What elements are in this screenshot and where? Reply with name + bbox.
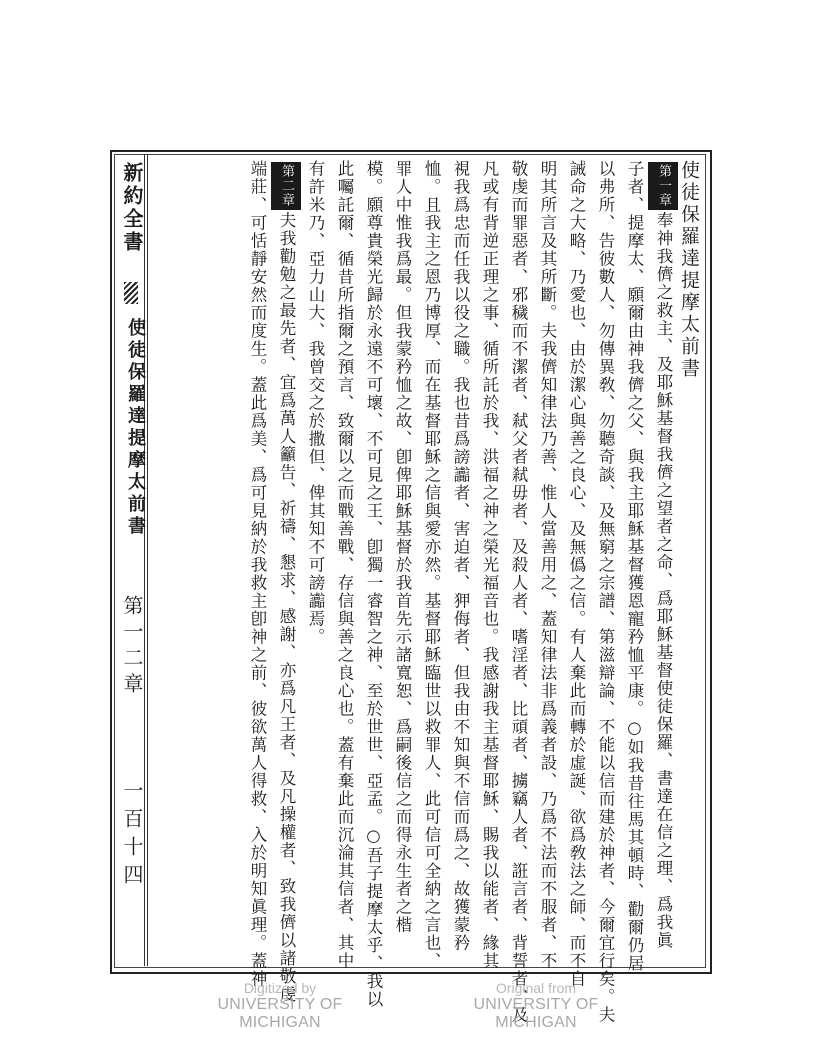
watermark-small-text: Original from — [495, 980, 577, 996]
watermark-institution: UNIVERSITY OF MICHIGAN — [217, 996, 343, 1031]
text-column: 以弗所、告彼數人、勿傳異敎、勿聽奇談、及無窮之宗譜、第滋辯論、不能以信而建於神者、今爾宜行矣。夫 — [596, 160, 615, 1024]
watermark-institution: UNIVERSITY OF MICHIGAN — [473, 996, 599, 1031]
text-column: 恤。且我主之恩乃博厚、而在基督耶穌之信與愛亦然。基督耶穌臨世以救罪人、此可信可全納之言也、 — [422, 160, 441, 970]
text-column: 視我爲忠而任我以役之職。我也昔爲謗讟者、害迫者、狎侮者、但我由不知與不信而爲之、故獲蒙矜 — [451, 160, 470, 952]
watermark-small-text: Digitized by — [243, 980, 317, 996]
margin-page-number: 一百十四 — [120, 780, 144, 892]
text-column: 罪人中惟我爲最。但我蒙矜恤之故、卽俾耶穌基督於我首先示諸寬恕、爲嗣後信之而得永生者之楷 — [393, 160, 412, 934]
text-column: 凡或有背逆正理之事、循所託於我、洪福之神之榮光福音也。我感謝我主基督耶穌、賜我以能者、緣其 — [480, 160, 499, 970]
text-column: 明其所言及其所斷。夫我儕知律法乃善、惟人當善用之、蓋知律法非爲義者設、乃爲不法而不服者、不 — [538, 160, 557, 970]
text-column: 端莊、可恬靜安然而度生。蓋此爲美、爲可見納於我救主卽神之前、彼欲萬人得救、入於明知眞理。蓋神 — [248, 160, 267, 988]
text-column: 誡命之大略、乃愛也、由於潔心與善之良心、及無僞之信。有人棄此而轉於虛誕、欲爲敎法之師、而不自 — [567, 160, 586, 988]
fishtail-mark — [124, 282, 138, 304]
chapter-marker: 第二章 — [271, 162, 301, 210]
margin-chapter: 第一二章 — [120, 595, 144, 699]
page-title: 使徒保羅達提摩太前書 — [678, 160, 700, 380]
column-text: 奉神我儕之救主、及耶穌基督我儕之望者之命、爲耶穌基督使徒保羅、書達在信之理、爲我眞 — [654, 211, 673, 950]
text-column: 模。願尊貴榮光歸於永遠不可壞、不可見之王、卽獨一睿智之神、至於世世、亞孟。○吾子提摩太乎、我以 — [364, 160, 383, 1009]
margin-divider-inner — [147, 154, 148, 966]
text-column: 有許米乃、亞力山大、我曾交之於撒但、俾其知不可謗讟焉。 — [306, 160, 325, 646]
chapter-marker: 第一章 — [648, 162, 678, 210]
margin-book-title: 新約全書 — [120, 162, 144, 254]
original-from-watermark — [436, 980, 636, 1032]
text-column: 子者、提摩太、願爾由神我儕之父、與我主耶穌基督獲恩寵矜恤平康。○如我昔往馬其頓時、勸爾仍居 — [625, 160, 644, 973]
text-column: 此囑託爾、循昔所指爾之預言、致爾以之而戰善戰、存信與善之良心也。蓋有棄此而沉淪其信者、其中 — [335, 160, 354, 970]
column-text: 夫我勸勉之最先者、宜爲萬人籲告、祈禱、懇求、感謝、亦爲凡王者、及凡操權者、致我儕以諸敬虔 — [277, 211, 296, 1004]
text-column: 敬虔而罪惡者、邪穢而不潔者、弒父者弒毋者、及殺人者、嗜淫者、比頑者、擄竊人者、誑言者、背誓者、及 — [509, 160, 528, 1024]
text-column — [648, 160, 678, 950]
digitized-by-watermark — [180, 980, 380, 1032]
margin-epistle-title: 使徒保羅達提摩太前書 — [125, 318, 146, 538]
text-column — [271, 160, 301, 1004]
